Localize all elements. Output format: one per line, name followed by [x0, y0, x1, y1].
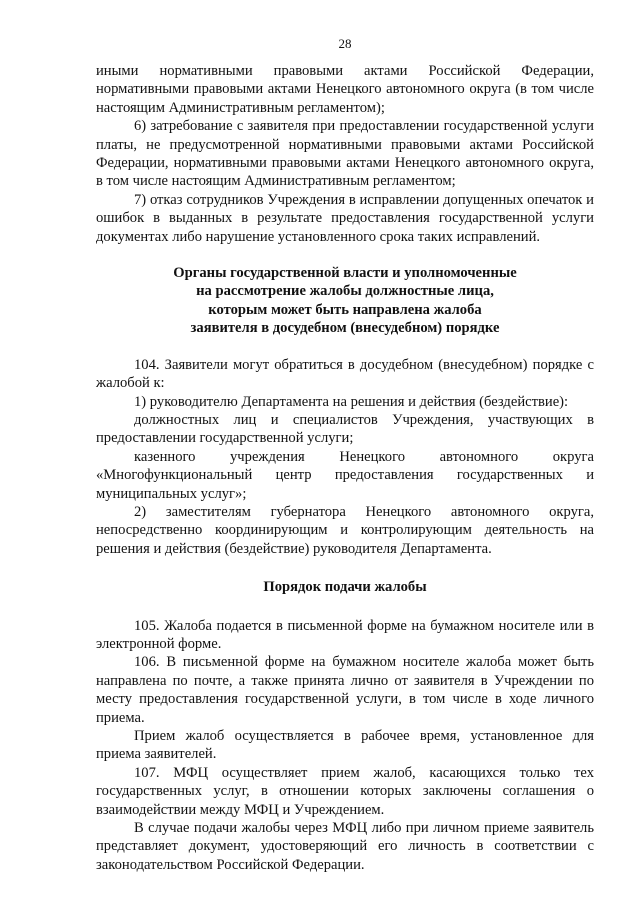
- paragraphs-top: [96, 62, 594, 246]
- paragraph-officials: должностных лиц и специалистов Учреждения, участвующих в предоставлении государственной услуги;: [96, 411, 594, 447]
- heading-line: на рассмотрение жалобы должностные лица,: [196, 283, 494, 300]
- heading-line: Порядок подачи жалобы: [263, 579, 427, 596]
- paragraphs-bottom: [96, 617, 594, 875]
- heading-line: которым может быть направлена жалоба: [208, 301, 482, 318]
- paragraph-item-2: 2) заместителям губернатора Ненецкого автономного округа, непосредственно координирующим и контролирующим деятельность на решения и действия (бездействие) руководителя Департамента.: [96, 503, 594, 557]
- paragraph-mfc-institution: казенного учреждения Ненецкого автономного округа «Многофункциональный центр предоставления государственных и муниципальных услуг»;: [96, 448, 594, 502]
- paragraph-item-6: 6) затребование с заявителя при предоставлении государственной услуги платы, не предусмотренной нормативными правовыми актами Российской Федерации, нормативными правовыми актами Ненецкого автономного округа, в том числе настоящим Административным регламентом;: [96, 118, 594, 190]
- paragraph-item-7: 7) отказ сотрудников Учреждения в исправлении допущенных опечаток и ошибок в выданных в результате предоставления государственной услуги документах либо нарушение установленного срока таких исправлений.: [96, 191, 594, 245]
- paragraph-continuation: иными нормативными правовыми актами Российской Федерации, нормативными правовыми актами Ненецкого автономного округа (в том числе настоящим Административным регламентом);: [96, 63, 594, 116]
- paragraphs-middle: [96, 356, 594, 558]
- page-number: 28: [338, 36, 352, 51]
- heading-line: Органы государственной власти и уполномоченные: [173, 265, 517, 282]
- paragraph-104: 104. Заявители могут обратиться в досудебном (внесудебном) порядке с жалобой к:: [96, 356, 594, 392]
- paragraph-reception-time: Прием жалоб осуществляется в рабочее время, установленное для приема заявителей.: [96, 728, 594, 763]
- document-page: [96, 36, 594, 874]
- paragraph-identity-document: В случае подачи жалобы через МФЦ либо при личном приеме заявитель представляет документ, удостоверяющий его личность в соответствии с законодательством Российской Федерации.: [96, 820, 594, 873]
- paragraph-105: 105. Жалоба подается в письменной форме на бумажном носителе или в электронной форме.: [96, 617, 594, 652]
- paragraph-item-1: 1) руководителю Департамента на решения и действия (бездействие):: [134, 393, 569, 410]
- section-heading-authorities: [96, 264, 594, 338]
- paragraph-106: 106. В письменной форме на бумажном носителе жалоба может быть направлена по почте, а также принята лично от заявителя в Учреждении по месту предоставления государственной услуги, в том числе в ходе личного приема.: [96, 654, 594, 726]
- section-heading-complaint-procedure: [96, 578, 594, 596]
- paragraph-107: 107. МФЦ осуществляет прием жалоб, касающихся только тех государственных услуг, в отношении которых заключены соглашения о взаимодействии между МФЦ и Учреждением.: [96, 764, 594, 818]
- heading-line: заявителя в досудебном (внесудебном) порядке: [190, 320, 500, 337]
